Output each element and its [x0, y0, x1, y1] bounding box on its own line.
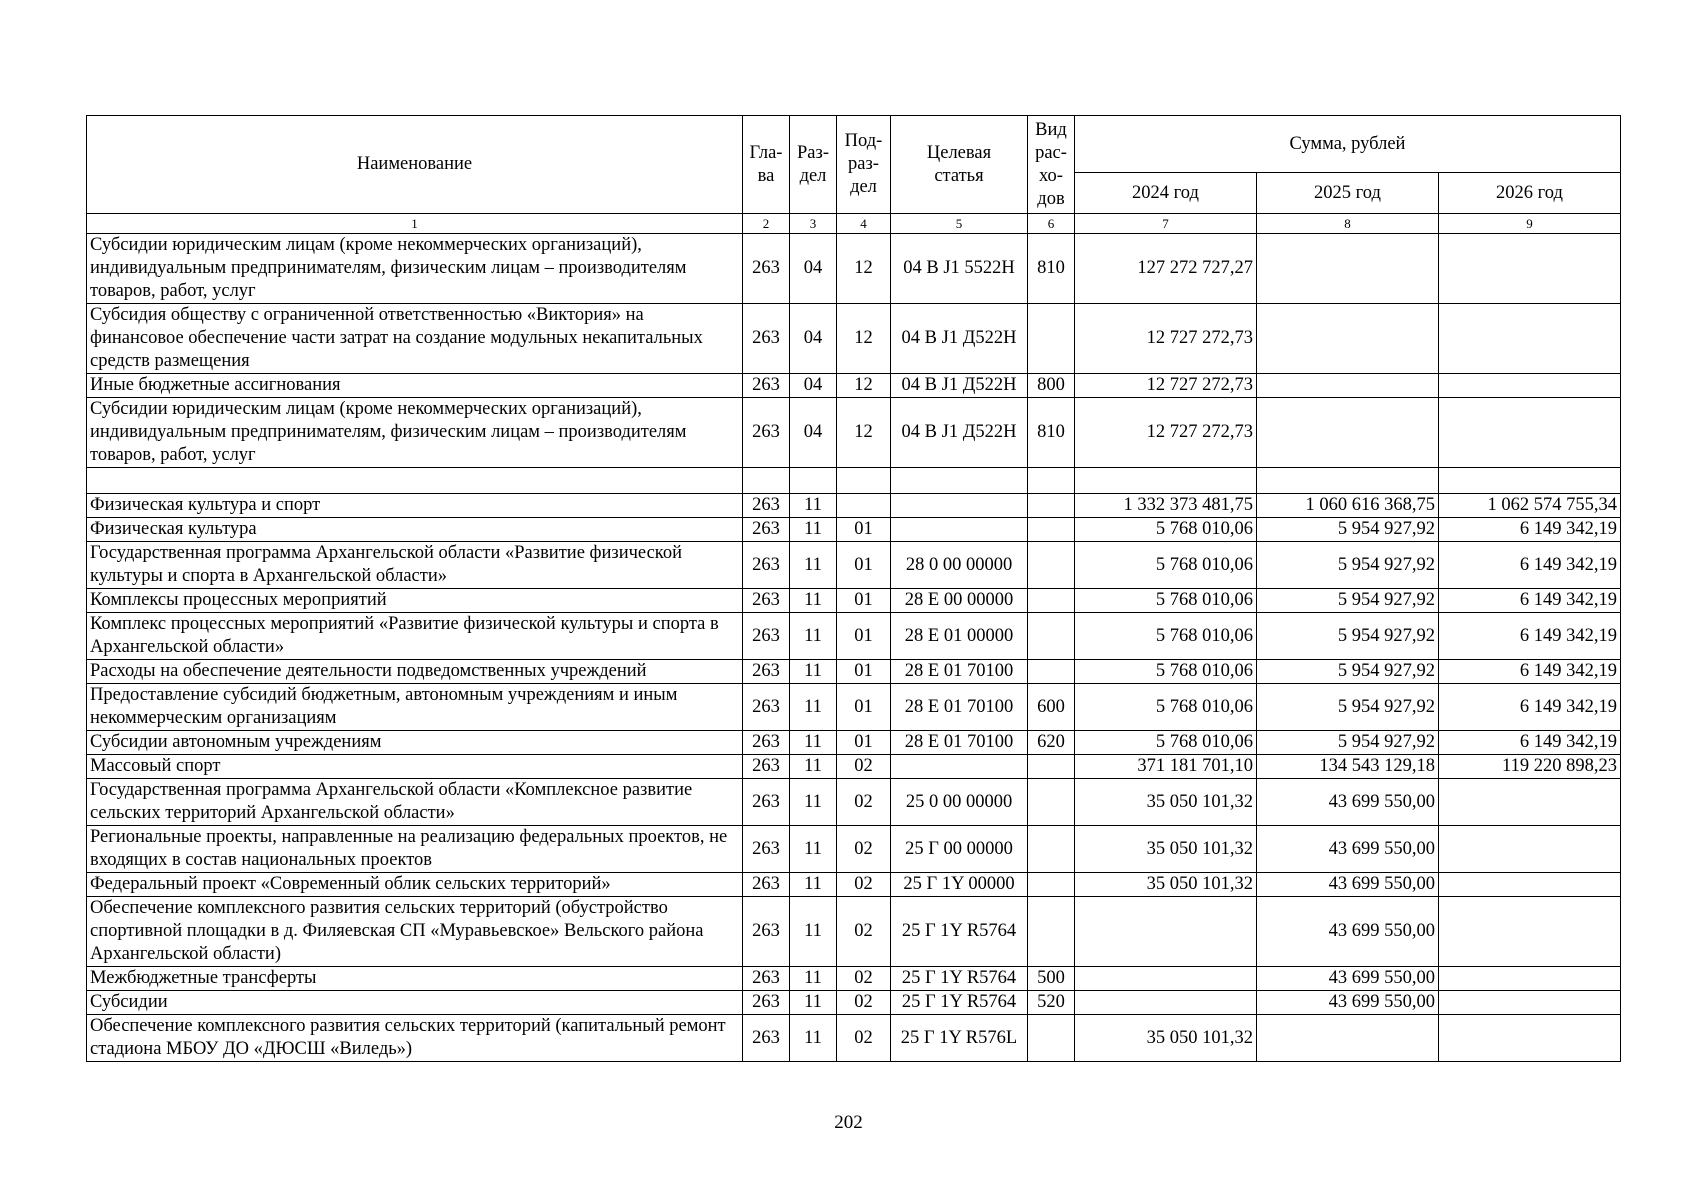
cell-2024: 35 050 101,32 — [1075, 826, 1257, 873]
cell-2026 — [1439, 826, 1621, 873]
cell-razdel: 11 — [790, 897, 837, 967]
column-number: 9 — [1439, 214, 1621, 234]
cell-2026 — [1439, 779, 1621, 826]
cell-2026 — [1439, 1015, 1621, 1062]
cell-statya: 25 Г 1Y R5764 — [891, 991, 1028, 1015]
cell-vid — [1028, 755, 1075, 779]
cell-vid — [1028, 660, 1075, 684]
cell-2024 — [1075, 967, 1257, 991]
cell-2025: 134 543 129,18 — [1257, 755, 1439, 779]
cell-2026 — [1439, 234, 1621, 304]
cell-2026 — [1439, 468, 1621, 494]
cell-podrazdel: 01 — [837, 660, 891, 684]
cell-statya: 25 Г 1Y R576L — [891, 1015, 1028, 1062]
cell-2026: 6 149 342,19 — [1439, 684, 1621, 731]
cell-razdel: 11 — [790, 589, 837, 613]
cell-2024: 5 768 010,06 — [1075, 518, 1257, 542]
table-row — [87, 613, 1621, 660]
cell-name: Комплекс процессных мероприятий «Развитие физической культуры и спорта в Архангельской области» — [87, 613, 743, 660]
cell-razdel: 11 — [790, 1015, 837, 1062]
cell-glava: 263 — [743, 684, 790, 731]
column-number: 1 — [87, 214, 743, 234]
budget-table — [86, 115, 1621, 1062]
header-2025: 2025 год — [1257, 173, 1439, 214]
cell-podrazdel: 12 — [837, 234, 891, 304]
cell-2026 — [1439, 991, 1621, 1015]
cell-name: Государственная программа Архангельской области «Комплексное развитие сельских территорий Архангельской области» — [87, 779, 743, 826]
table-row — [87, 873, 1621, 897]
cell-vid: 600 — [1028, 684, 1075, 731]
cell-razdel: 11 — [790, 967, 837, 991]
cell-vid: 520 — [1028, 991, 1075, 1015]
cell-razdel: 11 — [790, 494, 837, 518]
cell-razdel: 04 — [790, 234, 837, 304]
cell-podrazdel: 02 — [837, 897, 891, 967]
cell-2024: 35 050 101,32 — [1075, 1015, 1257, 1062]
cell-vid — [1028, 873, 1075, 897]
cell-name: Физическая культура и спорт — [87, 494, 743, 518]
cell-2025: 1 060 616 368,75 — [1257, 494, 1439, 518]
cell-name: Иные бюджетные ассигнования — [87, 374, 743, 398]
header-statya: Целевая статья — [891, 116, 1028, 214]
cell-2024: 12 727 272,73 — [1075, 304, 1257, 374]
cell-podrazdel: 01 — [837, 589, 891, 613]
cell-name: Обеспечение комплексного развития сельских территорий (капитальный ремонт стадиона МБОУ ДО «ДЮСШ «Виледь») — [87, 1015, 743, 1062]
cell-2024 — [1075, 468, 1257, 494]
table-row — [87, 374, 1621, 398]
column-number: 4 — [837, 214, 891, 234]
cell-vid — [1028, 779, 1075, 826]
cell-2025: 5 954 927,92 — [1257, 589, 1439, 613]
cell-razdel: 11 — [790, 755, 837, 779]
cell-2024 — [1075, 897, 1257, 967]
column-number: 2 — [743, 214, 790, 234]
cell-podrazdel: 12 — [837, 398, 891, 468]
cell-2025: 43 699 550,00 — [1257, 779, 1439, 826]
cell-glava — [743, 468, 790, 494]
cell-razdel: 04 — [790, 374, 837, 398]
cell-name: Субсидия обществу с ограниченной ответственностью «Виктория» на финансовое обеспечение части затрат на создание модульных некапитальных средств размещения — [87, 304, 743, 374]
cell-podrazdel: 02 — [837, 1015, 891, 1062]
cell-2025: 43 699 550,00 — [1257, 991, 1439, 1015]
cell-2026: 6 149 342,19 — [1439, 731, 1621, 755]
cell-2026: 6 149 342,19 — [1439, 518, 1621, 542]
cell-glava: 263 — [743, 1015, 790, 1062]
column-number: 8 — [1257, 214, 1439, 234]
cell-glava: 263 — [743, 967, 790, 991]
cell-2026 — [1439, 374, 1621, 398]
cell-razdel: 11 — [790, 779, 837, 826]
cell-2025: 43 699 550,00 — [1257, 873, 1439, 897]
table-row — [87, 755, 1621, 779]
cell-name: Государственная программа Архангельской области «Развитие физической культуры и спорта в Архангельской области» — [87, 542, 743, 589]
table-row — [87, 589, 1621, 613]
cell-statya: 28 Е 01 70100 — [891, 731, 1028, 755]
header-razdel: Раз- дел — [790, 116, 837, 214]
cell-glava: 263 — [743, 731, 790, 755]
cell-statya: 25 Г 1Y R5764 — [891, 897, 1028, 967]
cell-razdel: 11 — [790, 542, 837, 589]
cell-name: Федеральный проект «Современный облик сельских территорий» — [87, 873, 743, 897]
column-number: 5 — [891, 214, 1028, 234]
header-glava: Гла- ва — [743, 116, 790, 214]
cell-podrazdel — [837, 468, 891, 494]
cell-statya: 28 Е 00 00000 — [891, 589, 1028, 613]
cell-podrazdel — [837, 494, 891, 518]
table-body — [87, 234, 1621, 1062]
cell-razdel: 11 — [790, 731, 837, 755]
cell-2026: 6 149 342,19 — [1439, 613, 1621, 660]
header-summa: Сумма, рублей — [1075, 116, 1621, 173]
cell-glava: 263 — [743, 234, 790, 304]
cell-name: Субсидии — [87, 991, 743, 1015]
cell-statya: 04 В J1 5522Н — [891, 234, 1028, 304]
cell-podrazdel: 02 — [837, 779, 891, 826]
cell-2026 — [1439, 398, 1621, 468]
cell-podrazdel: 01 — [837, 613, 891, 660]
cell-glava: 263 — [743, 826, 790, 873]
table-row — [87, 1015, 1621, 1062]
cell-podrazdel: 02 — [837, 755, 891, 779]
cell-2026: 6 149 342,19 — [1439, 660, 1621, 684]
cell-2026: 1 062 574 755,34 — [1439, 494, 1621, 518]
cell-2024: 35 050 101,32 — [1075, 779, 1257, 826]
cell-vid — [1028, 1015, 1075, 1062]
table-row — [87, 542, 1621, 589]
cell-statya: 04 В J1 Д522Н — [891, 398, 1028, 468]
cell-statya: 28 Е 01 70100 — [891, 684, 1028, 731]
table-row — [87, 660, 1621, 684]
cell-glava: 263 — [743, 613, 790, 660]
cell-2026: 6 149 342,19 — [1439, 542, 1621, 589]
cell-2026 — [1439, 897, 1621, 967]
cell-statya — [891, 755, 1028, 779]
cell-razdel: 04 — [790, 304, 837, 374]
cell-2025 — [1257, 398, 1439, 468]
cell-glava: 263 — [743, 542, 790, 589]
cell-vid: 810 — [1028, 398, 1075, 468]
cell-podrazdel: 12 — [837, 304, 891, 374]
cell-2025: 43 699 550,00 — [1257, 897, 1439, 967]
cell-name: Обеспечение комплексного развития сельских территорий (обустройство спортивной площадки в д. Филяевская СП «Муравьевское» Вельского района Архангельской области) — [87, 897, 743, 967]
cell-2025: 5 954 927,92 — [1257, 660, 1439, 684]
header-vid: Вид рас- хо- дов — [1028, 116, 1075, 214]
cell-glava: 263 — [743, 304, 790, 374]
cell-name: Субсидии юридическим лицам (кроме некоммерческих организаций), индивидуальным предпринимателям, физическим лицам – производителям товаров, работ, услуг — [87, 234, 743, 304]
cell-2024: 12 727 272,73 — [1075, 374, 1257, 398]
cell-2025 — [1257, 374, 1439, 398]
cell-statya: 25 Г 1Y 00000 — [891, 873, 1028, 897]
cell-statya: 28 Е 01 00000 — [891, 613, 1028, 660]
cell-glava: 263 — [743, 589, 790, 613]
cell-2024: 5 768 010,06 — [1075, 613, 1257, 660]
cell-name: Региональные проекты, направленные на реализацию федеральных проектов, не входящих в состав национальных проектов — [87, 826, 743, 873]
cell-2026: 6 149 342,19 — [1439, 589, 1621, 613]
column-number: 3 — [790, 214, 837, 234]
cell-2025: 5 954 927,92 — [1257, 542, 1439, 589]
table-row — [87, 304, 1621, 374]
header-2024: 2024 год — [1075, 173, 1257, 214]
cell-2026 — [1439, 304, 1621, 374]
cell-statya: 04 В J1 Д522Н — [891, 304, 1028, 374]
cell-name: Субсидии автономным учреждениям — [87, 731, 743, 755]
cell-razdel: 11 — [790, 660, 837, 684]
cell-2025 — [1257, 304, 1439, 374]
table-row — [87, 494, 1621, 518]
table-row — [87, 779, 1621, 826]
cell-vid — [1028, 494, 1075, 518]
cell-razdel: 11 — [790, 684, 837, 731]
table-row — [87, 991, 1621, 1015]
cell-statya: 25 0 00 00000 — [891, 779, 1028, 826]
cell-podrazdel: 01 — [837, 731, 891, 755]
cell-glava: 263 — [743, 873, 790, 897]
cell-2025 — [1257, 468, 1439, 494]
cell-statya: 04 В J1 Д522Н — [891, 374, 1028, 398]
cell-razdel: 11 — [790, 873, 837, 897]
cell-statya: 25 Г 00 00000 — [891, 826, 1028, 873]
cell-2024: 5 768 010,06 — [1075, 589, 1257, 613]
cell-vid — [1028, 304, 1075, 374]
cell-razdel: 11 — [790, 991, 837, 1015]
table-row — [87, 398, 1621, 468]
cell-vid — [1028, 468, 1075, 494]
cell-2025: 5 954 927,92 — [1257, 613, 1439, 660]
cell-vid — [1028, 826, 1075, 873]
cell-name: Субсидии юридическим лицам (кроме некоммерческих организаций), индивидуальным предпринимателям, физическим лицам – производителям товаров, работ, услуг — [87, 398, 743, 468]
table-header — [87, 116, 1621, 234]
table-row — [87, 897, 1621, 967]
cell-2025 — [1257, 1015, 1439, 1062]
cell-2024: 5 768 010,06 — [1075, 684, 1257, 731]
cell-glava: 263 — [743, 398, 790, 468]
cell-name: Комплексы процессных мероприятий — [87, 589, 743, 613]
cell-glava: 263 — [743, 494, 790, 518]
cell-razdel: 11 — [790, 518, 837, 542]
table-row — [87, 967, 1621, 991]
cell-podrazdel: 02 — [837, 873, 891, 897]
cell-podrazdel: 02 — [837, 826, 891, 873]
cell-vid — [1028, 897, 1075, 967]
cell-glava: 263 — [743, 897, 790, 967]
cell-glava: 263 — [743, 518, 790, 542]
cell-2026 — [1439, 873, 1621, 897]
cell-2025: 43 699 550,00 — [1257, 826, 1439, 873]
cell-statya: 28 0 00 00000 — [891, 542, 1028, 589]
cell-name — [87, 468, 743, 494]
cell-2025: 5 954 927,92 — [1257, 731, 1439, 755]
cell-vid — [1028, 589, 1075, 613]
cell-podrazdel: 01 — [837, 542, 891, 589]
cell-glava: 263 — [743, 779, 790, 826]
column-number-row — [87, 214, 1621, 234]
cell-podrazdel: 02 — [837, 967, 891, 991]
column-number: 6 — [1028, 214, 1075, 234]
cell-2024: 12 727 272,73 — [1075, 398, 1257, 468]
cell-2024: 127 272 727,27 — [1075, 234, 1257, 304]
page-number: 202 — [834, 1112, 863, 1133]
cell-2026 — [1439, 967, 1621, 991]
cell-razdel: 04 — [790, 398, 837, 468]
cell-vid: 620 — [1028, 731, 1075, 755]
cell-vid: 800 — [1028, 374, 1075, 398]
cell-vid — [1028, 542, 1075, 589]
cell-podrazdel: 01 — [837, 518, 891, 542]
cell-podrazdel: 01 — [837, 684, 891, 731]
cell-2025: 43 699 550,00 — [1257, 967, 1439, 991]
cell-vid: 810 — [1028, 234, 1075, 304]
table-row — [87, 234, 1621, 304]
cell-name: Массовый спорт — [87, 755, 743, 779]
cell-name: Межбюджетные трансферты — [87, 967, 743, 991]
table-row — [87, 468, 1621, 494]
cell-razdel — [790, 468, 837, 494]
table-row — [87, 518, 1621, 542]
column-number: 7 — [1075, 214, 1257, 234]
cell-razdel: 11 — [790, 613, 837, 660]
cell-statya — [891, 494, 1028, 518]
cell-2024: 5 768 010,06 — [1075, 660, 1257, 684]
cell-statya: 28 Е 01 70100 — [891, 660, 1028, 684]
cell-glava: 263 — [743, 755, 790, 779]
header-podrazdel: Под- раз- дел — [837, 116, 891, 214]
cell-name: Физическая культура — [87, 518, 743, 542]
cell-name: Расходы на обеспечение деятельности подведомственных учреждений — [87, 660, 743, 684]
cell-2025: 5 954 927,92 — [1257, 684, 1439, 731]
cell-name: Предоставление субсидий бюджетным, автономным учреждениям и иным некоммерческим организациям — [87, 684, 743, 731]
cell-vid — [1028, 518, 1075, 542]
table-row — [87, 731, 1621, 755]
cell-statya: 25 Г 1Y R5764 — [891, 967, 1028, 991]
cell-2026: 119 220 898,23 — [1439, 755, 1621, 779]
cell-2025 — [1257, 234, 1439, 304]
table-row — [87, 684, 1621, 731]
cell-razdel: 11 — [790, 826, 837, 873]
cell-vid — [1028, 613, 1075, 660]
cell-vid: 500 — [1028, 967, 1075, 991]
cell-2024: 1 332 373 481,75 — [1075, 494, 1257, 518]
header-2026: 2026 год — [1439, 173, 1621, 214]
cell-glava: 263 — [743, 660, 790, 684]
cell-podrazdel: 12 — [837, 374, 891, 398]
cell-2025: 5 954 927,92 — [1257, 518, 1439, 542]
cell-2024: 5 768 010,06 — [1075, 731, 1257, 755]
table-row — [87, 826, 1621, 873]
cell-statya — [891, 518, 1028, 542]
cell-statya — [891, 468, 1028, 494]
cell-2024 — [1075, 991, 1257, 1015]
cell-2024: 35 050 101,32 — [1075, 873, 1257, 897]
cell-2024: 371 181 701,10 — [1075, 755, 1257, 779]
cell-glava: 263 — [743, 374, 790, 398]
header-name: Наименование — [87, 116, 743, 214]
cell-2024: 5 768 010,06 — [1075, 542, 1257, 589]
cell-podrazdel: 02 — [837, 991, 891, 1015]
cell-glava: 263 — [743, 991, 790, 1015]
